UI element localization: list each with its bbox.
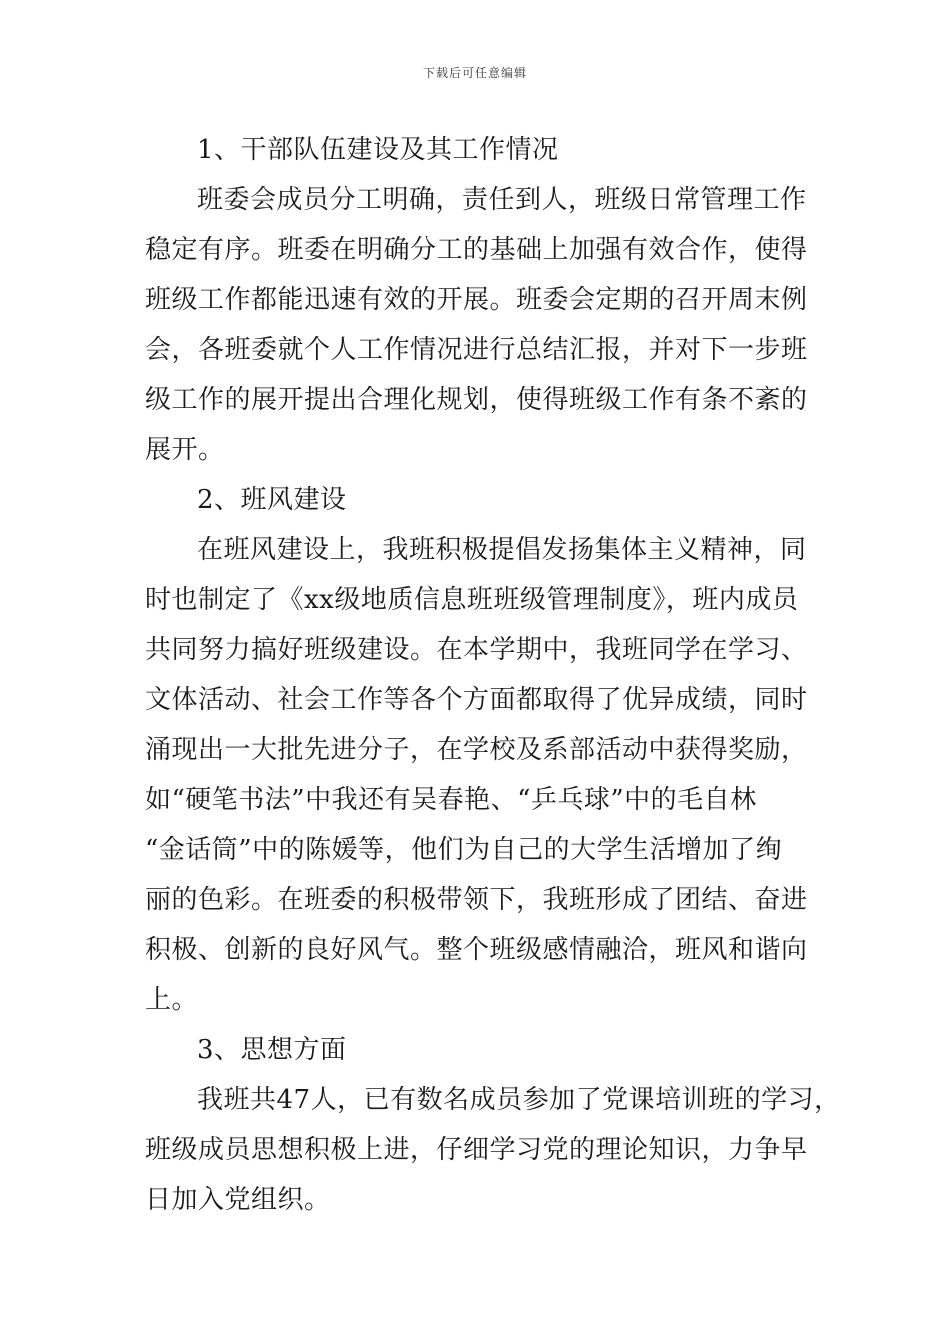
paragraph-line: 丽的色彩。在班委的积极带领下，我班形成了团结、奋进 <box>145 885 808 915</box>
page-header: 下载后可任意编辑 <box>422 66 527 80</box>
paragraph-line: 时也制定了《xx级地质信息班班级管理制度》，班内成员 <box>145 585 799 615</box>
paragraph-line: 稳定有序。班委在明确分工的基础上加强有效合作，使得 <box>145 235 808 265</box>
paragraph-line: 班委会成员分工明确，责任到人，班级日常管理工作 <box>197 185 807 215</box>
paragraph-line: 积极、创新的良好风气。整个班级感情融洽，班风和谐向 <box>145 935 808 965</box>
paragraph-line: 日加入党组织。 <box>145 1185 331 1215</box>
paragraph-line: 会，各班委就个人工作情况进行总结汇报，并对下一步班 <box>145 335 808 365</box>
paragraph-line: 级工作的展开提出合理化规划，使得班级工作有条不紊的 <box>145 385 808 415</box>
paragraph-line: “金话筒”中的陈媛等，他们为自己的大学生活增加了绚 <box>145 835 783 865</box>
paragraph-line: 如“硬笔书法”中我还有吴春艳、“乒乓球”中的毛自林 <box>145 785 757 815</box>
paragraph-line: 展开。 <box>145 435 225 465</box>
section-heading-class-style: 2、班风建设 <box>197 485 347 515</box>
paragraph-line: 班级工作都能迅速有效的开展。班委会定期的召开周末例 <box>145 285 808 315</box>
paragraph-line: 涌现出一大批先进分子，在学校及系部活动中获得奖励， <box>145 735 808 765</box>
section-heading-cadre: 1、干部队伍建设及其工作情况 <box>197 135 559 165</box>
paragraph-line: 上。 <box>145 985 199 1015</box>
paragraph-line: 我班共47人，已有数名成员参加了党课培训班的学习， <box>197 1085 841 1115</box>
paragraph-line: 文体活动、社会工作等各个方面都取得了优异成绩，同时 <box>145 685 808 715</box>
paragraph-line: 班级成员思想积极上进，仔细学习党的理论知识，力争早 <box>145 1135 808 1165</box>
document-body <box>145 125 841 1225</box>
section-heading-ideology: 3、思想方面 <box>197 1035 347 1065</box>
paragraph-line: 共同努力搞好班级建设。在本学期中，我班同学在学习、 <box>145 635 808 665</box>
paragraph-line: 在班风建设上，我班积极提倡发扬集体主义精神，同 <box>197 535 807 565</box>
